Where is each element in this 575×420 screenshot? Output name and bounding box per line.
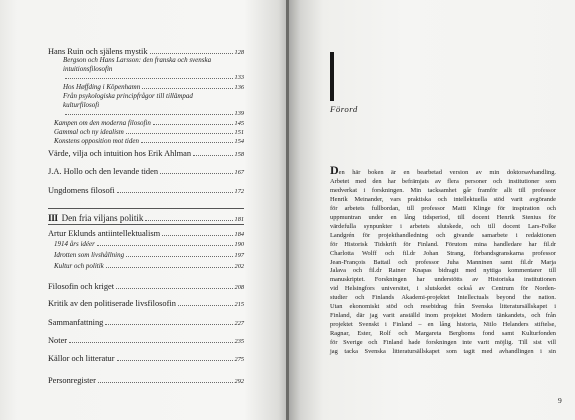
leader-dots <box>65 78 233 79</box>
line-text: Ragnar, Ester, Rolf och Margareta Bergboms fond samt Kulturfonden <box>330 330 556 338</box>
line-text: studier och Finlands Akademi-projektet Intellectuals beyond the nation. <box>330 294 556 302</box>
divider <box>48 224 244 225</box>
body-line <box>330 232 556 241</box>
page-ref: 202 <box>234 263 244 270</box>
entry-title: Sammanfattning <box>48 318 104 327</box>
body-line <box>330 303 556 312</box>
line-text: Landgrén för projekthandledning och givande samarbete i redaktionen <box>330 231 556 239</box>
body-line <box>330 330 556 339</box>
line-text: för arbetets fullbordan, till professor Matti Klinge för inspiration och <box>330 204 556 212</box>
body-line <box>330 205 556 214</box>
toc-entry-continuation: kulturfilosofi <box>63 101 100 109</box>
line-text: Jalava och fil.dr Rainer Knapas bidragit med nyttiga kommentarer till <box>330 267 556 275</box>
line-text: värdefulla synpunkter i arbetets slutskede, och till docent Lars-Folke <box>330 222 556 230</box>
toc-entry-continuation: intuitionsfilosofin <box>63 65 113 73</box>
body-line <box>330 214 556 223</box>
entry-title: Personregister <box>48 376 96 385</box>
page-ref: 136 <box>234 84 244 91</box>
entry-title: Idrotten som livshållning <box>54 251 125 259</box>
line-text: för Historisk Tidskrift för Finland. Förutom mina handledare har fil.dr <box>330 240 556 248</box>
body-line <box>330 267 556 276</box>
line-text: Utan ekonomiskt stöd och resebidrag från Svenska litteratursällskapet i <box>330 303 556 311</box>
entry-title: Artur Eklunds antiintellektualism <box>48 229 161 238</box>
toc-subentry <box>54 251 244 260</box>
part-number: III <box>48 214 58 224</box>
leader-dots <box>126 256 232 257</box>
page-ref: 181 <box>234 216 244 223</box>
leader-dots <box>105 324 232 325</box>
entry-title: Hans Ruin och själens mystik <box>48 47 148 56</box>
part-title: Den fria viljans politik <box>61 213 144 223</box>
body-line <box>330 250 556 259</box>
page-ref: 197 <box>234 252 244 259</box>
left-page <box>0 0 287 420</box>
leader-dots <box>193 155 232 156</box>
toc-entry <box>48 186 244 196</box>
line-text: jag tacka Svenska litteratursällskapet som tagit med avhandlingen i sin <box>330 348 556 356</box>
line-text: projektet Svenskt i Finland – en lång historia, Niilo Helanders stiftelse, <box>330 321 556 329</box>
page-ref: 275 <box>234 356 244 363</box>
leader-dots <box>116 288 232 289</box>
page-ref: 151 <box>234 129 244 136</box>
right-page <box>289 0 575 420</box>
page-ref: 145 <box>234 120 244 127</box>
leader-dots <box>160 173 233 174</box>
leader-dots <box>65 114 233 115</box>
line-text: Arbetet med den har befrämjats av flera personer och institutioner som <box>330 177 556 185</box>
leader-dots <box>98 382 233 383</box>
entry-title: J.A. Hollo och den levande tiden <box>48 167 159 176</box>
line-text: Jean-François Battail och professor Juha Manninen samt fil.dr Marja <box>330 258 556 266</box>
leader-dots <box>153 124 233 125</box>
page-ref: 133 <box>234 74 244 81</box>
leader-dots <box>150 53 233 54</box>
entry-title: Gammal och ny idealism <box>54 128 124 136</box>
toc-entry <box>48 354 244 364</box>
page-ref: 154 <box>234 138 244 145</box>
entry-title: Bergson och Hans Larsson: den franska och svenska <box>63 56 212 64</box>
page-ref: 184 <box>234 231 244 238</box>
leader-dots <box>141 142 233 143</box>
toc-subentry <box>54 137 244 146</box>
chapter-mark-bar <box>330 52 334 101</box>
chapter-title: Förord <box>330 104 358 114</box>
page-ref: 172 <box>234 188 244 195</box>
toc-entry <box>48 149 244 159</box>
page-ref: 167 <box>234 169 244 176</box>
page-ref: 139 <box>234 110 244 117</box>
entry-title: Noter <box>48 336 68 345</box>
body-line <box>330 241 556 250</box>
leader-dots <box>162 235 232 236</box>
body-line <box>330 312 556 321</box>
leader-dots <box>106 267 233 268</box>
body-line <box>330 348 556 357</box>
body-line <box>330 276 556 285</box>
line-text: Charlotta Wolff och fil.dr Johan Strang, förbandsgranskarna professor <box>330 249 556 257</box>
page-number: 9 <box>558 396 562 405</box>
line-text: Finland, där jag varit anställd inom projektet Modern tänkandets, och från <box>330 312 556 320</box>
body-line <box>330 196 556 205</box>
entry-title: Filosofin och kriget <box>48 282 115 291</box>
entry-title: Värde, vilja och intuition hos Erik Ahlman <box>48 149 192 158</box>
entry-title: Källor och litteratur <box>48 354 115 363</box>
leader-dots <box>178 305 233 306</box>
entry-title: Kultur och politik <box>54 262 104 270</box>
toc-entry <box>48 376 244 386</box>
leader-dots <box>117 360 233 361</box>
leader-dots <box>117 192 233 193</box>
toc-entry <box>48 318 244 328</box>
toc-entry <box>48 336 244 346</box>
body-line <box>330 294 556 303</box>
page-ref: 227 <box>234 320 244 327</box>
page-ref: 215 <box>234 301 244 308</box>
toc-subentry <box>54 240 244 249</box>
leader-dots <box>145 220 232 221</box>
line-text: Henrik Meinander, vars praktiska och intellektuella stöd varit avgörande <box>330 195 556 203</box>
body-line <box>330 339 556 348</box>
leader-dots <box>126 133 233 134</box>
line-text: vid Helsingfors universitet, i slutskedet också av Centrum för Norden- <box>330 285 556 293</box>
leader-dots <box>142 88 232 89</box>
body-line <box>330 178 556 187</box>
page-ref: 128 <box>234 49 244 56</box>
entry-title: Ungdomens filosofi <box>48 186 115 195</box>
entry-title: Kampen om den moderna filosofin <box>54 119 151 127</box>
body-line <box>330 163 556 178</box>
line-text: manuskriptet. Forskningen har understötts av Historiska institutionen <box>330 276 556 284</box>
toc-entry <box>48 282 244 292</box>
leader-dots <box>97 245 233 246</box>
body-line <box>330 223 556 232</box>
page-ref: 208 <box>234 284 244 291</box>
body-line <box>330 259 556 268</box>
body-line <box>330 187 556 196</box>
toc-subentry <box>54 262 244 271</box>
toc-subentry <box>63 110 244 118</box>
toc-entry <box>48 167 244 177</box>
body-line <box>330 285 556 294</box>
toc-subentry <box>63 83 244 92</box>
line-text: uppmuntran under en lång tidsperiod, till docent Henrik Stenius för <box>330 213 556 221</box>
drop-cap: D <box>330 163 339 177</box>
page-ref: 158 <box>234 151 244 158</box>
leader-dots <box>69 342 232 343</box>
line-text: en här boken är en bearbetad version av min doktorsavhandling. <box>338 169 556 176</box>
page-ref: 190 <box>234 241 244 248</box>
entry-title: Från psykologiska principfrågor till tillämpad <box>63 92 193 100</box>
toc-subentry <box>54 119 244 128</box>
foreword-body <box>330 163 556 357</box>
toc-subentry <box>63 92 244 100</box>
toc-subentry <box>63 74 244 82</box>
toc-subentry <box>63 56 244 64</box>
entry-title: 1914 års idéer <box>54 240 95 248</box>
toc-part-heading <box>48 213 244 224</box>
toc-subentry <box>54 128 244 137</box>
line-text: för Sverige och Finland hade forskningen inte varit möjlig. Till sist vill <box>330 339 556 347</box>
line-text: medverkat i forskningen. Min tacksamhet går framför allt till professor <box>330 186 556 194</box>
page-ref: 235 <box>234 338 244 345</box>
toc-entry <box>48 229 244 239</box>
body-line <box>330 321 556 330</box>
divider <box>48 208 244 209</box>
toc-entry <box>48 299 244 309</box>
page-ref: 292 <box>234 378 244 385</box>
entry-title: Kritik av den politiserade livsfilosofin <box>48 299 176 308</box>
entry-title: Konstens opposition mot tiden <box>54 137 139 145</box>
entry-title: Hos Høffding i Köpenhamn <box>63 83 141 91</box>
